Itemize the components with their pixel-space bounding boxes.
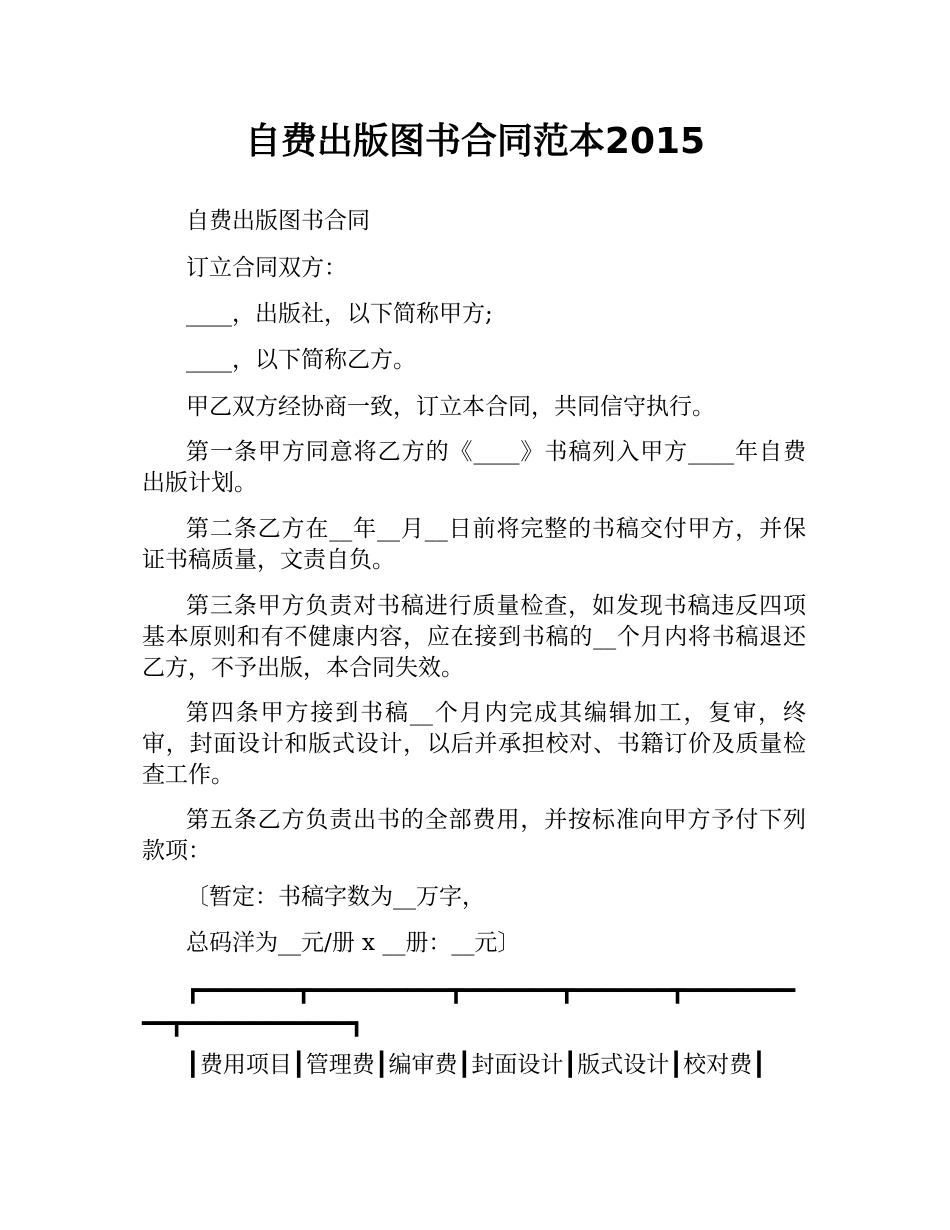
- paragraph-text: 第四条甲方接到书稿__个月内完成其编辑加工，复审，终审，封面设计和版式设计，以后并承担校对、书籍订价及质量检查工作。: [142, 700, 806, 788]
- paragraph-text: 总码洋为__元/册 x __册：__元〕: [186, 930, 521, 956]
- paragraph-text: 订立合同双方：: [186, 255, 347, 281]
- paragraph-provisional: [142, 882, 806, 913]
- paragraph-text: 第一条甲方同意将乙方的《____》书稿列入甲方____年自费出版计划。: [142, 439, 806, 496]
- paragraph-text: 〔暂定：书稿字数为__万字，: [186, 884, 485, 910]
- paragraph-text: 第三条甲方负责对书稿进行质量检查，如发现书稿违反四项基本原则和有不健康内容，应在接到书稿的__个月内将书稿退还乙方，不予出版，本合同失效。: [142, 593, 806, 681]
- paragraph-text: 自费出版图书合同: [186, 208, 370, 234]
- paragraph-text: 甲乙双方经协商一致，订立本合同，共同信守执行。: [186, 394, 715, 420]
- paragraph-article-1: [142, 437, 806, 499]
- table-header-row: [142, 1050, 806, 1081]
- paragraph-article-5: [142, 805, 806, 867]
- table-border-text: ┏━━━━━━━┳━━━━━━━━━━┳━━━━━━━┳━━━━━━━┳━━━━━━━━━━┳━━━━━━━━━━━━┓: [142, 978, 796, 1037]
- paragraph-party-b: [142, 345, 806, 376]
- paragraph-agreement: [142, 392, 806, 423]
- paragraph-text: ____，以下简称乙方。: [186, 347, 416, 373]
- paragraph-text: 第五条乙方负责出书的全部费用，并按标准向甲方予付下列款项：: [142, 807, 806, 864]
- paragraph-parties-intro: [142, 253, 806, 284]
- table-top-border: [142, 975, 806, 1041]
- table-header-text: ┃费用项目┃管理费┃编审费┃封面设计┃版式设计┃校对费┃: [186, 1052, 766, 1078]
- paragraph-text: ____，出版社，以下简称甲方;: [186, 301, 493, 327]
- paragraph-article-2: [142, 514, 806, 576]
- paragraph-article-4: [142, 698, 806, 791]
- paragraph-article-3: [142, 591, 806, 684]
- document-title: 自费出版图书合同范本2015: [244, 121, 706, 162]
- paragraph-party-a: [142, 299, 806, 330]
- paragraph-contract-name: [142, 206, 806, 237]
- paragraph-text: 第二条乙方在__年__月__日前将完整的书稿交付甲方，并保证书稿质量，文责自负。: [142, 516, 806, 573]
- paragraph-total-price: [142, 928, 806, 959]
